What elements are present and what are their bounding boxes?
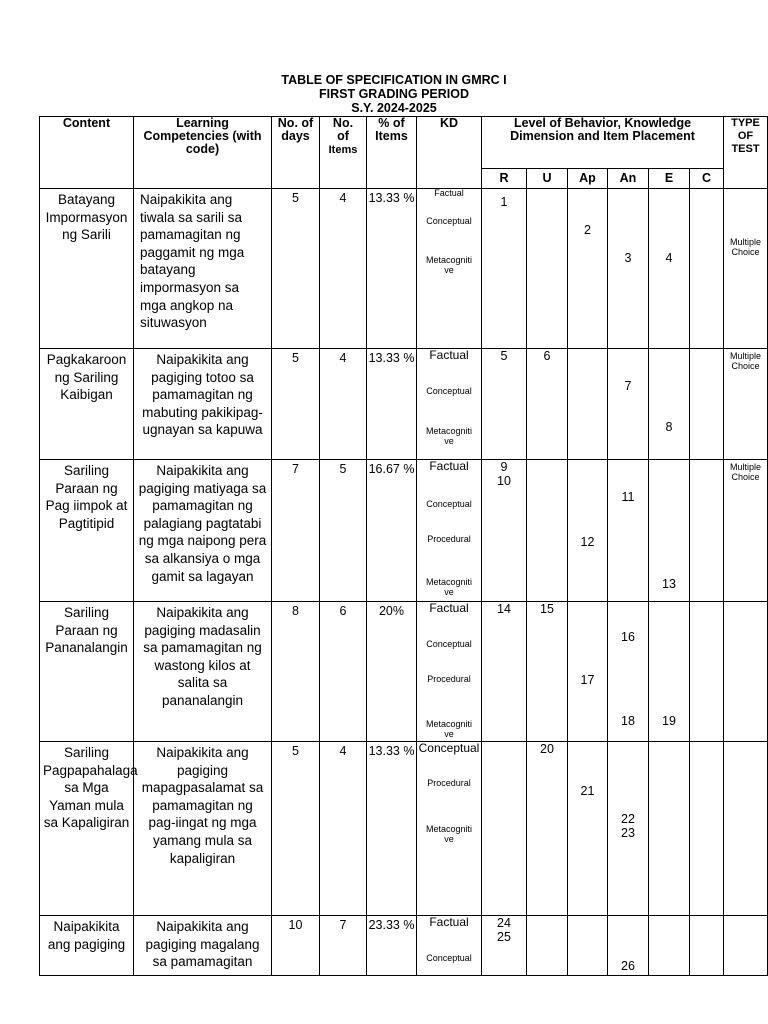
kd-label: Conceptual: [418, 741, 480, 755]
row-placement-e: [649, 742, 690, 916]
kd-label: Metacogniti ve: [425, 824, 473, 844]
item-number: 16: [621, 630, 635, 644]
row-percent: 16.67 %: [367, 460, 417, 602]
row-placement-r: [482, 349, 527, 460]
row-placement-an: [608, 742, 649, 916]
row-competency: Naipakikita ang pagiging mapagpasalamat sa pamamagitan ng pag-iingat ng mga yamang mula sa kapaligiran: [134, 742, 272, 916]
row-days: 5: [272, 742, 320, 916]
item-number: 9: [500, 460, 508, 474]
row-knowledge-dimensions: [417, 189, 482, 349]
item-number: 14: [497, 602, 511, 616]
table-row: [40, 742, 768, 916]
kd-label: Factual: [429, 459, 469, 473]
row-placement-e: [649, 602, 690, 742]
row-competency: Naipakikita ang pagiging magalang sa pamamagitan: [134, 916, 272, 976]
row-competency: Naipakikita ang pagiging madasalin sa pamamagitan ng wastong kilos at salita sa pananalangin: [134, 602, 272, 742]
row-percent: 23.33 %: [367, 916, 417, 976]
row-placement-u: [527, 742, 568, 916]
row-placement-c: [690, 189, 724, 349]
header-competencies: Learning Competencies (with code): [134, 117, 272, 189]
row-knowledge-dimensions: [417, 349, 482, 460]
table-body: [40, 189, 768, 976]
kd-label: Metacogniti ve: [425, 426, 473, 446]
item-number: 2: [584, 223, 591, 237]
row-placement-ap: [568, 189, 608, 349]
school-year: S.Y. 2024-2025: [351, 101, 437, 115]
row-placement-u: [527, 916, 568, 976]
row-placement-r: [482, 602, 527, 742]
row-competency: Naipakikita ang tiwala sa sarili sa pamamagitan ng paggamit ng mga batayang impormasyon sa mga angkop na situwasyon: [134, 189, 272, 349]
specification-table: [39, 116, 768, 976]
row-placement-ap: [568, 602, 608, 742]
row-content: Batayang Impormasyon ng Sarili: [40, 189, 134, 349]
row-percent: 13.33 %: [367, 349, 417, 460]
row-percent: 13.33 %: [367, 189, 417, 349]
row-days: 5: [272, 349, 320, 460]
row-placement-an: [608, 602, 649, 742]
row-placement-r: [482, 460, 527, 602]
item-number: 17: [580, 673, 595, 687]
row-items: 5: [320, 460, 367, 602]
row-items: 4: [320, 742, 367, 916]
row-placement-ap: [568, 742, 608, 916]
row-content: Naipakikita ang pagiging: [40, 916, 134, 976]
header-level: Level of Behavior, Knowledge Dimension and Item Placement: [482, 117, 724, 169]
table-row: [40, 602, 768, 742]
kd-label: Factual: [429, 601, 469, 615]
row-placement-an: [608, 460, 649, 602]
row-placement-c: [690, 349, 724, 460]
kd-label: Procedural: [427, 778, 471, 788]
row-placement-e: [649, 916, 690, 976]
kd-label: Factual: [429, 915, 469, 929]
header-kd: KD: [417, 117, 482, 189]
kd-label: Conceptual: [426, 953, 472, 963]
row-placement-c: [690, 460, 724, 602]
row-placement-ap: [568, 916, 608, 976]
row-placement-r: [482, 189, 527, 349]
item-number: 20: [540, 742, 554, 756]
table-row: [40, 460, 768, 602]
header-items-of: of: [337, 129, 349, 143]
row-knowledge-dimensions: [417, 742, 482, 916]
row-test-type: Multiple Choice: [724, 189, 768, 349]
row-test-type: [724, 742, 768, 916]
item-number: 22 23: [621, 812, 635, 840]
row-placement-an: [608, 189, 649, 349]
row-items: 4: [320, 189, 367, 349]
kd-label: Metacogniti ve: [425, 719, 473, 739]
row-placement-u: [527, 602, 568, 742]
table-header-row: [40, 117, 768, 169]
kd-label: Conceptual: [426, 216, 472, 226]
level-header-c: C: [690, 169, 724, 189]
row-items: 4: [320, 349, 367, 460]
item-number: 19: [662, 714, 676, 728]
item-number: 4: [665, 251, 673, 265]
item-number: 11: [621, 490, 635, 504]
row-test-type: Multiple Choice: [724, 460, 768, 602]
kd-label: Metacogniti ve: [425, 255, 473, 275]
item-number: 3: [624, 251, 632, 265]
row-placement-r: [482, 742, 527, 916]
row-placement-e: [649, 460, 690, 602]
kd-label: Conceptual: [426, 386, 472, 396]
row-placement-r: [482, 916, 527, 976]
row-days: 5: [272, 189, 320, 349]
row-items: 7: [320, 916, 367, 976]
grading-period: FIRST GRADING PERIOD: [318, 87, 469, 101]
row-placement-u: [527, 349, 568, 460]
row-placement-an: [608, 916, 649, 976]
row-content: Pagkakaroon ng Sariling Kaibigan: [40, 349, 134, 460]
document-title: TABLE OF SPECIFICATION IN GMRC I: [281, 73, 507, 87]
level-header-ap: Ap: [568, 169, 608, 189]
row-days: 7: [272, 460, 320, 602]
row-placement-an: [608, 349, 649, 460]
item-number: 21: [580, 784, 595, 798]
row-placement-u: [527, 460, 568, 602]
level-header-e: E: [649, 169, 690, 189]
kd-label: Conceptual: [426, 499, 472, 509]
kd-label: Procedural: [427, 674, 471, 684]
row-test-type: [724, 916, 768, 976]
item-number: 1: [500, 195, 508, 209]
item-number: 12: [580, 535, 595, 549]
row-placement-e: [649, 349, 690, 460]
item-number: 26: [621, 959, 635, 973]
row-knowledge-dimensions: [417, 460, 482, 602]
row-placement-ap: [568, 349, 608, 460]
row-percent: 13.33 %: [367, 742, 417, 916]
item-number: 18: [621, 714, 635, 728]
item-number: 6: [543, 349, 551, 363]
item-number: 10: [497, 474, 511, 488]
kd-label: Metacogniti ve: [425, 577, 473, 597]
row-competency: Naipakikita ang pagiging matiyaga sa pamamagitan ng palagiang pagtatabi ng mga naipong pera sa alkansiya o mga gamit sa lagayan: [134, 460, 272, 602]
row-content: Sariling Paraan ng Pag iimpok at Pagtitipid: [40, 460, 134, 602]
item-number: 24 25: [497, 916, 511, 944]
kd-label: Procedural: [427, 534, 471, 544]
document-title-block: [0, 73, 768, 115]
level-header-u: U: [527, 169, 568, 189]
header-days: No. of days: [272, 117, 320, 189]
row-content: Sariling Paraan ng Pananalangin: [40, 602, 134, 742]
kd-label: Factual: [429, 348, 469, 362]
item-number: 8: [665, 420, 673, 434]
row-items: 6: [320, 602, 367, 742]
row-days: 10: [272, 916, 320, 976]
kd-label: Conceptual: [426, 639, 472, 649]
row-placement-e: [649, 189, 690, 349]
table-row: [40, 189, 768, 349]
row-competency: Naipakikita ang pagiging totoo sa pamamagitan ng mabuting pakikipag-ugnayan sa kapuwa: [134, 349, 272, 460]
row-placement-ap: [568, 460, 608, 602]
table-row: [40, 349, 768, 460]
row-placement-c: [690, 602, 724, 742]
header-items-items: Items: [328, 144, 358, 156]
level-header-r: R: [482, 169, 527, 189]
row-days: 8: [272, 602, 320, 742]
item-number: 15: [540, 602, 554, 616]
item-number: 7: [624, 379, 632, 393]
row-test-type: Multiple Choice: [724, 349, 768, 460]
row-content: Sariling Pagpapahalaga sa Mga Yaman mula sa Kapaligiran: [40, 742, 134, 916]
header-items-no: No.: [332, 116, 354, 130]
row-placement-c: [690, 916, 724, 976]
item-number: 5: [500, 349, 508, 363]
header-content: Content: [40, 117, 134, 189]
item-number: 13: [662, 577, 676, 591]
level-header-an: An: [608, 169, 649, 189]
row-test-type: [724, 602, 768, 742]
row-percent: 20%: [367, 602, 417, 742]
row-knowledge-dimensions: [417, 916, 482, 976]
header-items: [320, 117, 367, 189]
kd-label: Factual: [434, 188, 464, 198]
row-placement-c: [690, 742, 724, 916]
row-placement-u: [527, 189, 568, 349]
header-percent: % of Items: [367, 117, 417, 189]
table-row: [40, 916, 768, 976]
header-type: TYPE OF TEST: [724, 117, 768, 189]
row-knowledge-dimensions: [417, 602, 482, 742]
